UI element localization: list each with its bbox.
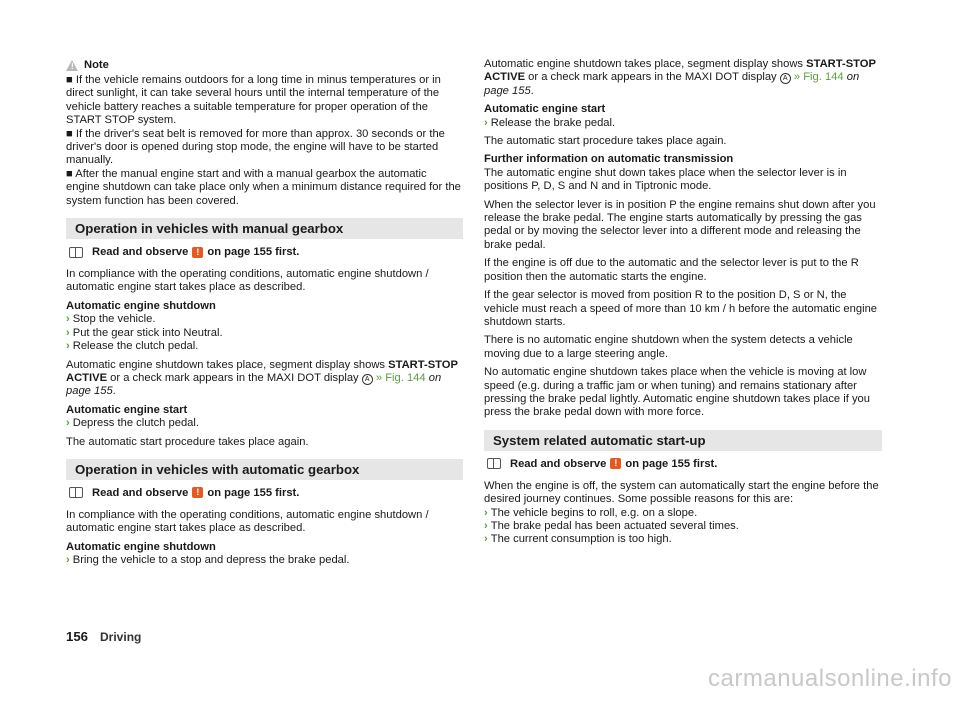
read-observe-ref: Read and observe ! on page 155 first. [66,487,463,499]
arrow-icon: › [484,116,488,129]
paragraph: In compliance with the operating conditions, automatic engine shutdown / automatic engine start takes place as described. [66,268,429,294]
arrow-icon: › [484,533,488,546]
note-box [66,58,463,208]
paragraph: If the gear selector is moved from position R to the position D, S or N, the vehicle must reach a speed of more than 10 km / h before the automatic engine shutdown starts. [484,289,878,328]
note-item: ■ If the driver's seat belt is removed for more than approx. 30 seconds or the driver's door is opened during stop mode, the engine will have to be started manually. [66,127,445,167]
figure-link[interactable]: » Fig. 144 [375,371,426,384]
note-label: Note [84,59,109,71]
section-heading-automatic: Operation in vehicles with automatic gearbox [66,459,463,480]
paragraph: Automatic engine shutdown takes place, segment display shows START-STOP ACTIVE or a check mark appears in the MAXI DOT display A » Fig. 144 on page 155. [484,58,876,97]
paragraph: The automatic engine shut down takes place when the selector lever is in positions P, D, S and N and in Tiptronic mode. [484,166,847,193]
paragraph: The automatic start procedure takes place again. [484,135,727,148]
step-item: › Stop the vehicle. [66,313,156,326]
step-item: › Bring the vehicle to a stop and depress the brake pedal. [66,554,350,567]
step-item: › Put the gear stick into Neutral. [66,326,223,339]
paragraph: If the engine is off due to the automatic and the selector lever is put to the R position then the automatic starts the engine. [484,257,859,283]
step-item: › Depress the clutch pedal. [66,417,199,430]
arrow-icon: › [66,313,70,326]
section-heading-system-start: System related automatic start-up [484,430,882,451]
paragraph: The automatic start procedure takes place again. [66,435,309,448]
paragraph: When the engine is off, the system can automatically start the engine before the desired journey continues. Some possible reasons for this are: [484,479,879,506]
page-number: 156 [66,629,89,644]
paragraph: There is no automatic engine shutdown when the system detects a vehicle moving due to a large steering angle. [484,334,853,360]
arrow-icon: › [484,519,488,532]
section-heading-manual: Operation in vehicles with manual gearbox [66,218,463,239]
step-item: › Release the brake pedal. [484,116,616,129]
read-observe-ref: Read and observe ! on page 155 first. [66,246,463,258]
paragraph: In compliance with the operating conditions, automatic engine shutdown / automatic engine start takes place as described. [66,508,429,535]
left-column [66,58,463,573]
note-header [66,58,463,72]
paragraph: Automatic engine shutdown takes place, segment display shows START-STOP ACTIVE or a check mark appears in the MAXI DOT display A » Fig. 144 on page 155. [66,358,458,398]
list-item: › The vehicle begins to roll, e.g. on a slope. [484,506,698,519]
read-observe-ref: Read and observe ! on page 155 first. [484,458,882,470]
book-icon [69,487,83,498]
list-item: › The current consumption is too high. [484,533,672,546]
watermark: carmanualsonline.info [708,665,952,692]
note-item: ■ If the vehicle remains outdoors for a long time in minus temperatures or in direct sunlight, it can take several hours until the internal temperature of the vehicle battery reaches a suitable temperature for proper operation of the START STOP system. [66,74,441,127]
circle-a-icon: A [780,73,791,84]
note-triangle-icon: ! [66,60,78,71]
subheading: Automatic engine shutdown [66,540,216,553]
arrow-icon: › [66,326,70,339]
warning-icon: ! [610,458,621,469]
arrow-icon: › [66,340,70,353]
paragraph: No automatic engine shutdown takes place when the vehicle is moving at low speed (e.g. during a traffic jam or when tuning) and remains stationary after pressing the brake pedal lightly. Automatic engine shutdown takes place if you press the brake pedal down with more force. [484,366,870,419]
list-item: › The brake pedal has been actuated several times. [484,519,739,532]
subheading: Automatic engine shutdown [66,299,216,312]
page-footer [66,629,141,644]
step-item: › Release the clutch pedal. [66,340,199,353]
paragraph: When the selector lever is in position P the engine remains shut down after you release the brake pedal. The engine starts automatically by pressing the gas pedal or by moving the selector lever into a different mode and releasing the brake pedal. [484,198,876,251]
chapter-name: Driving [100,629,142,644]
subheading: Automatic engine start [66,403,188,416]
subheading: Automatic engine start [484,103,606,116]
subheading: Further information on automatic transmission [484,153,734,166]
note-item: ■ After the manual engine start and with a manual gearbox the automatic engine shutdown can take place only when a minimum distance required for the system function has been covered. [66,167,461,207]
arrow-icon: › [484,506,488,519]
figure-link[interactable]: » Fig. 144 [793,71,844,84]
warning-icon: ! [192,247,203,258]
arrow-icon: › [66,417,70,430]
arrow-icon: › [66,554,70,567]
book-icon [69,247,83,258]
book-icon [487,458,501,469]
circle-a-icon: A [362,374,373,385]
right-column [484,58,882,547]
warning-icon: ! [192,487,203,498]
